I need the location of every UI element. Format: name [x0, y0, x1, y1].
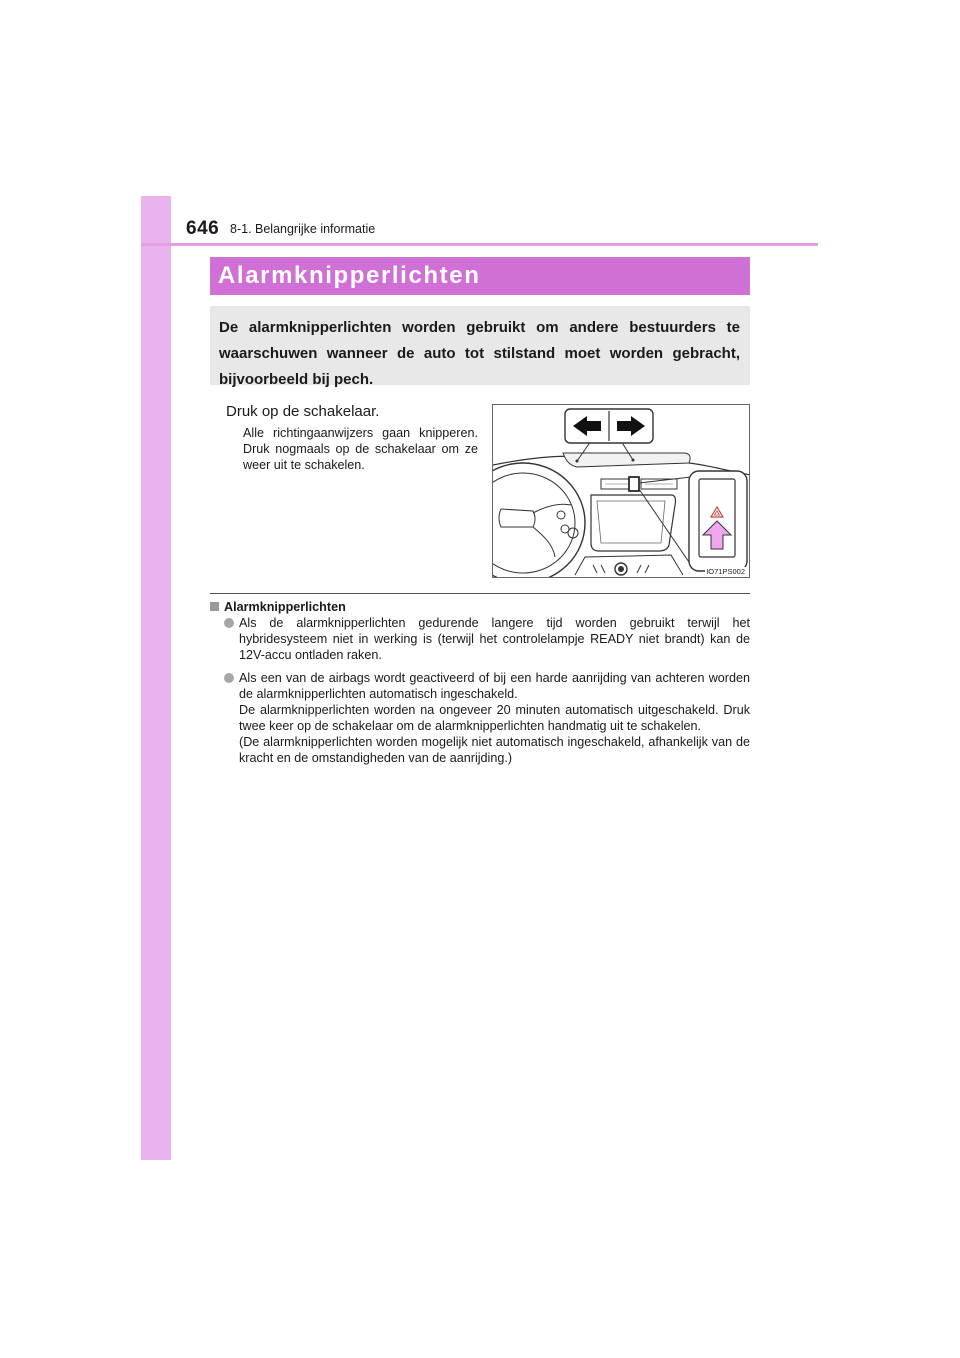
- intro-box: De alarmknipperlichten worden gebruikt om andere bestuurders te waarschuwen wanneer de auto tot stilstand moet worden gebracht, bijvoorbeeld bij pech.: [210, 306, 750, 385]
- note-bullet-2-line-2: De alarmknipperlichten worden na ongeveer 20 minuten automatisch uitgeschakeld. Druk twee keer op de schakelaar om de alarmknipperlichten handmatig uit te schakelen.: [239, 703, 750, 733]
- dashboard-drawing: [493, 405, 750, 578]
- chapter-side-tab: [141, 196, 171, 1160]
- steering-wheel: [493, 463, 585, 578]
- note-bullet-2-line-3: (De alarmknipperlichten worden mogelijk niet automatisch ingeschakeld, afhankelijk van de kracht en de omstandigheden van de aanrijding.): [239, 735, 750, 765]
- note-bullet-2-text: [239, 670, 750, 766]
- square-bullet-icon: [210, 602, 219, 611]
- header-rule: [141, 243, 818, 246]
- instruction-step: Druk op de schakelaar.: [226, 403, 380, 420]
- note-bullet-1: [224, 615, 750, 663]
- figure-code: IO71PS002: [706, 567, 745, 576]
- circle-bullet-icon: [224, 673, 234, 683]
- hazard-switch-illustration: [492, 404, 750, 578]
- section-separator: [210, 593, 750, 594]
- note-bullet-2-line-1: Als een van de airbags wordt geactiveerd of bij een harde aanrijding van achteren worden de alarmknipperlichten automatisch ingeschakeld.: [239, 671, 750, 701]
- instruction-note: Alle richtingaanwijzers gaan knipperen. Druk nogmaals op de schakelaar om ze weer uit te schakelen.: [243, 426, 478, 472]
- section-reference: 8-1. Belangrijke informatie: [230, 222, 376, 236]
- circle-bullet-icon: [224, 618, 234, 628]
- note-bullet-1-text: Als de alarmknipperlichten gedurende langere tijd worden gebruikt terwijl het hybridesysteem niet in werking is (terwijl het controlelampje READY niet brandt) kan de 12V-accu ontladen raken.: [239, 616, 750, 662]
- notes-heading-label: Alarmknipperlichten: [224, 600, 346, 614]
- note-bullet-2: [224, 670, 750, 766]
- page-title: Alarmknipperlichten: [210, 257, 750, 295]
- page-number: 646: [186, 218, 220, 239]
- notes-heading: [210, 600, 346, 614]
